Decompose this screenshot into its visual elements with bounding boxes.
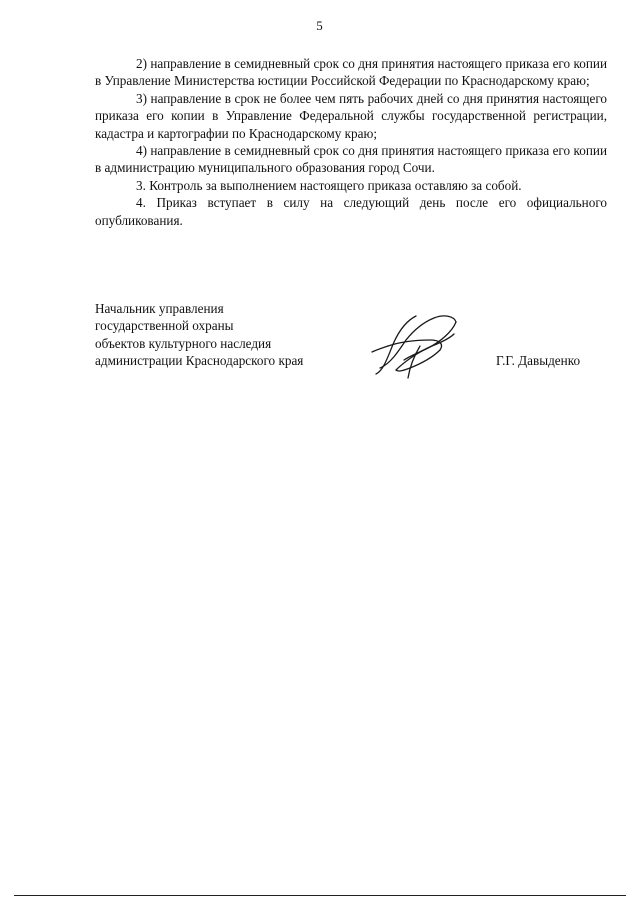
footer-divider bbox=[14, 895, 626, 896]
signatory-title-line-4: администрации Краснодарского края bbox=[95, 353, 304, 369]
paragraph-item-2: 2) направление в семидневный срок со дня принятия настоящего приказа его копии в Управление Министерства юстиции Российской Федерации по Краснодарскому краю; bbox=[95, 56, 607, 89]
signatory-name: Г.Г. Давыденко bbox=[496, 353, 581, 368]
signatory-title-line-1: Начальник управления bbox=[95, 301, 224, 316]
paragraph-item-3: 3) направление в срок не более чем пять рабочих дней со дня принятия настоящего приказа его копии в Управление Федеральной службы государственной регистрации, кадастра и картографии по Краснодарскому краю; bbox=[95, 90, 607, 141]
signatory-title-line-2: государственной охраны bbox=[95, 318, 234, 334]
handwritten-signature-icon bbox=[370, 312, 465, 380]
paragraph-effective-date: 4. Приказ вступает в силу на следующий день после его официального опубликования. bbox=[95, 195, 607, 228]
paragraph-control: 3. Контроль за выполнением настоящего приказа оставляю за собой. bbox=[136, 177, 522, 193]
signature-block bbox=[95, 300, 607, 380]
paragraph-item-4: 4) направление в семидневный срок со дня принятия настоящего приказа его копии в администрацию муниципального образования город Сочи. bbox=[95, 143, 607, 176]
page-number: 5 bbox=[316, 18, 323, 33]
signatory-title-line-3: объектов культурного наследия bbox=[95, 335, 272, 351]
document-body bbox=[95, 55, 607, 229]
